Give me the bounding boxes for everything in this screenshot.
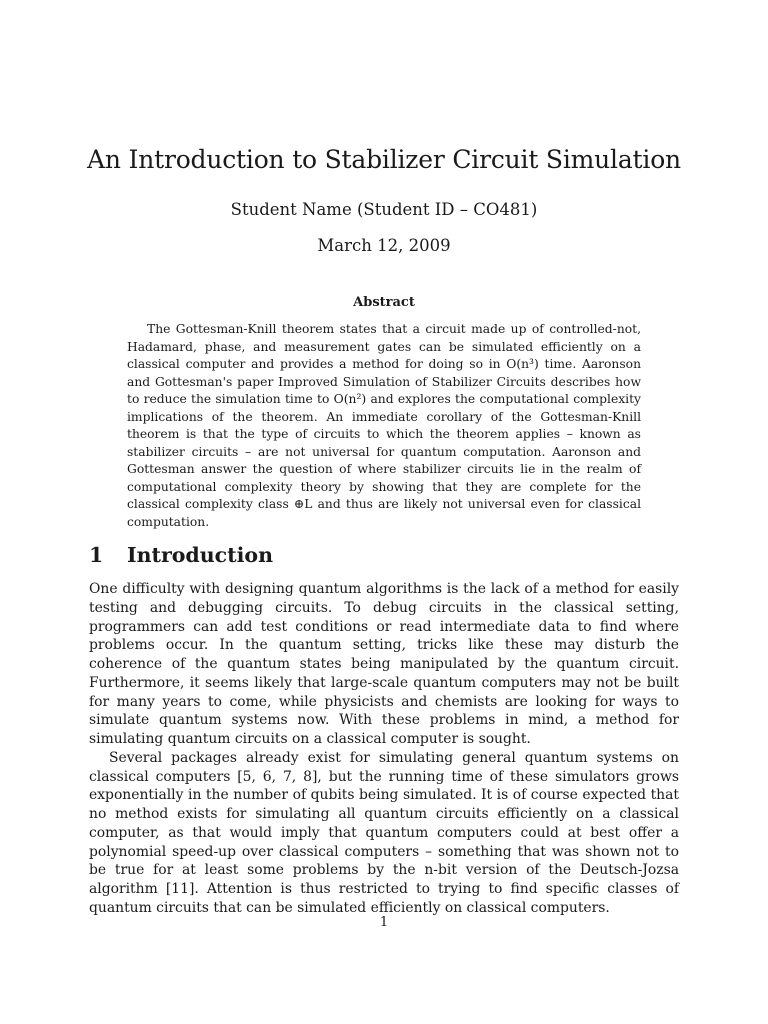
body-paragraph-2: Several packages already exist for simulating general quantum systems on classical computers [5, 6, 7, 8], but the running time of these simulators grows exponentially in the number of qubits being simulated. It is of course expected that no method exists for simulating all quantum circuits efficiently on a classical computer, as that would imply that quantum computers could at best offer a polynomial speed-up over classical computers – something that was shown not to be true for at least some problems by the n-bit version of the Deutsch-Jozsa algorithm [11]. Attention is thus restricted to trying to find specific classes of quantum circuits that can be simulated efficiently on classical computers. [89, 749, 679, 916]
page-number: 1 [379, 915, 389, 930]
author-line: Student Name (Student ID – CO481) [230, 200, 538, 219]
section-body [89, 580, 679, 918]
abstract-heading: Abstract [353, 295, 415, 310]
section-number: 1 [89, 543, 104, 567]
abstract-body [127, 321, 641, 532]
abstract-paragraph: The Gottesman-Knill theorem states that a circuit made up of controlled-not, Hadamard, phase, and measurement gates can be simulated efficiently on a classical computer and provides a method for doing so in O(n³) time. Aaronson and Gottesman's paper Improved Simulation of Stabilizer Circuits describes how to reduce the simulation time to O(n²) and explores the computational complexity implications of the theorem. An immediate corollary of the Gottesman-Knill theorem is that the type of circuits to which the theorem applies – known as stabilizer circuits – are not universal for quantum computation. Aaronson and Gottesman answer the question of where stabilizer circuits lie in the realm of computational complexity theory by showing that they are complete for the classical complexity class ⊕L and thus are likely not universal even for classical computation. [127, 322, 641, 530]
body-paragraph-1: One difficulty with designing quantum algorithms is the lack of a method for easily testing and debugging circuits. To debug circuits in the classical setting, programmers can add test conditions or read intermediate data to find where problems occur. In the quantum setting, tricks like these may disturb the coherence of the quantum states being manipulated by the quantum circuit. Furthermore, it seems likely that large-scale quantum computers may not be built for many years to come, while physicists and chemists are looking for ways to simulate quantum systems now. With these problems in mind, a method for simulating quantum circuits on a classical computer is sought. [89, 581, 679, 747]
section-title: Introduction [127, 543, 273, 567]
date-line: March 12, 2009 [317, 236, 451, 255]
paper-title: An Introduction to Stabilizer Circuit Simulation [87, 145, 681, 174]
section-heading [89, 543, 679, 567]
